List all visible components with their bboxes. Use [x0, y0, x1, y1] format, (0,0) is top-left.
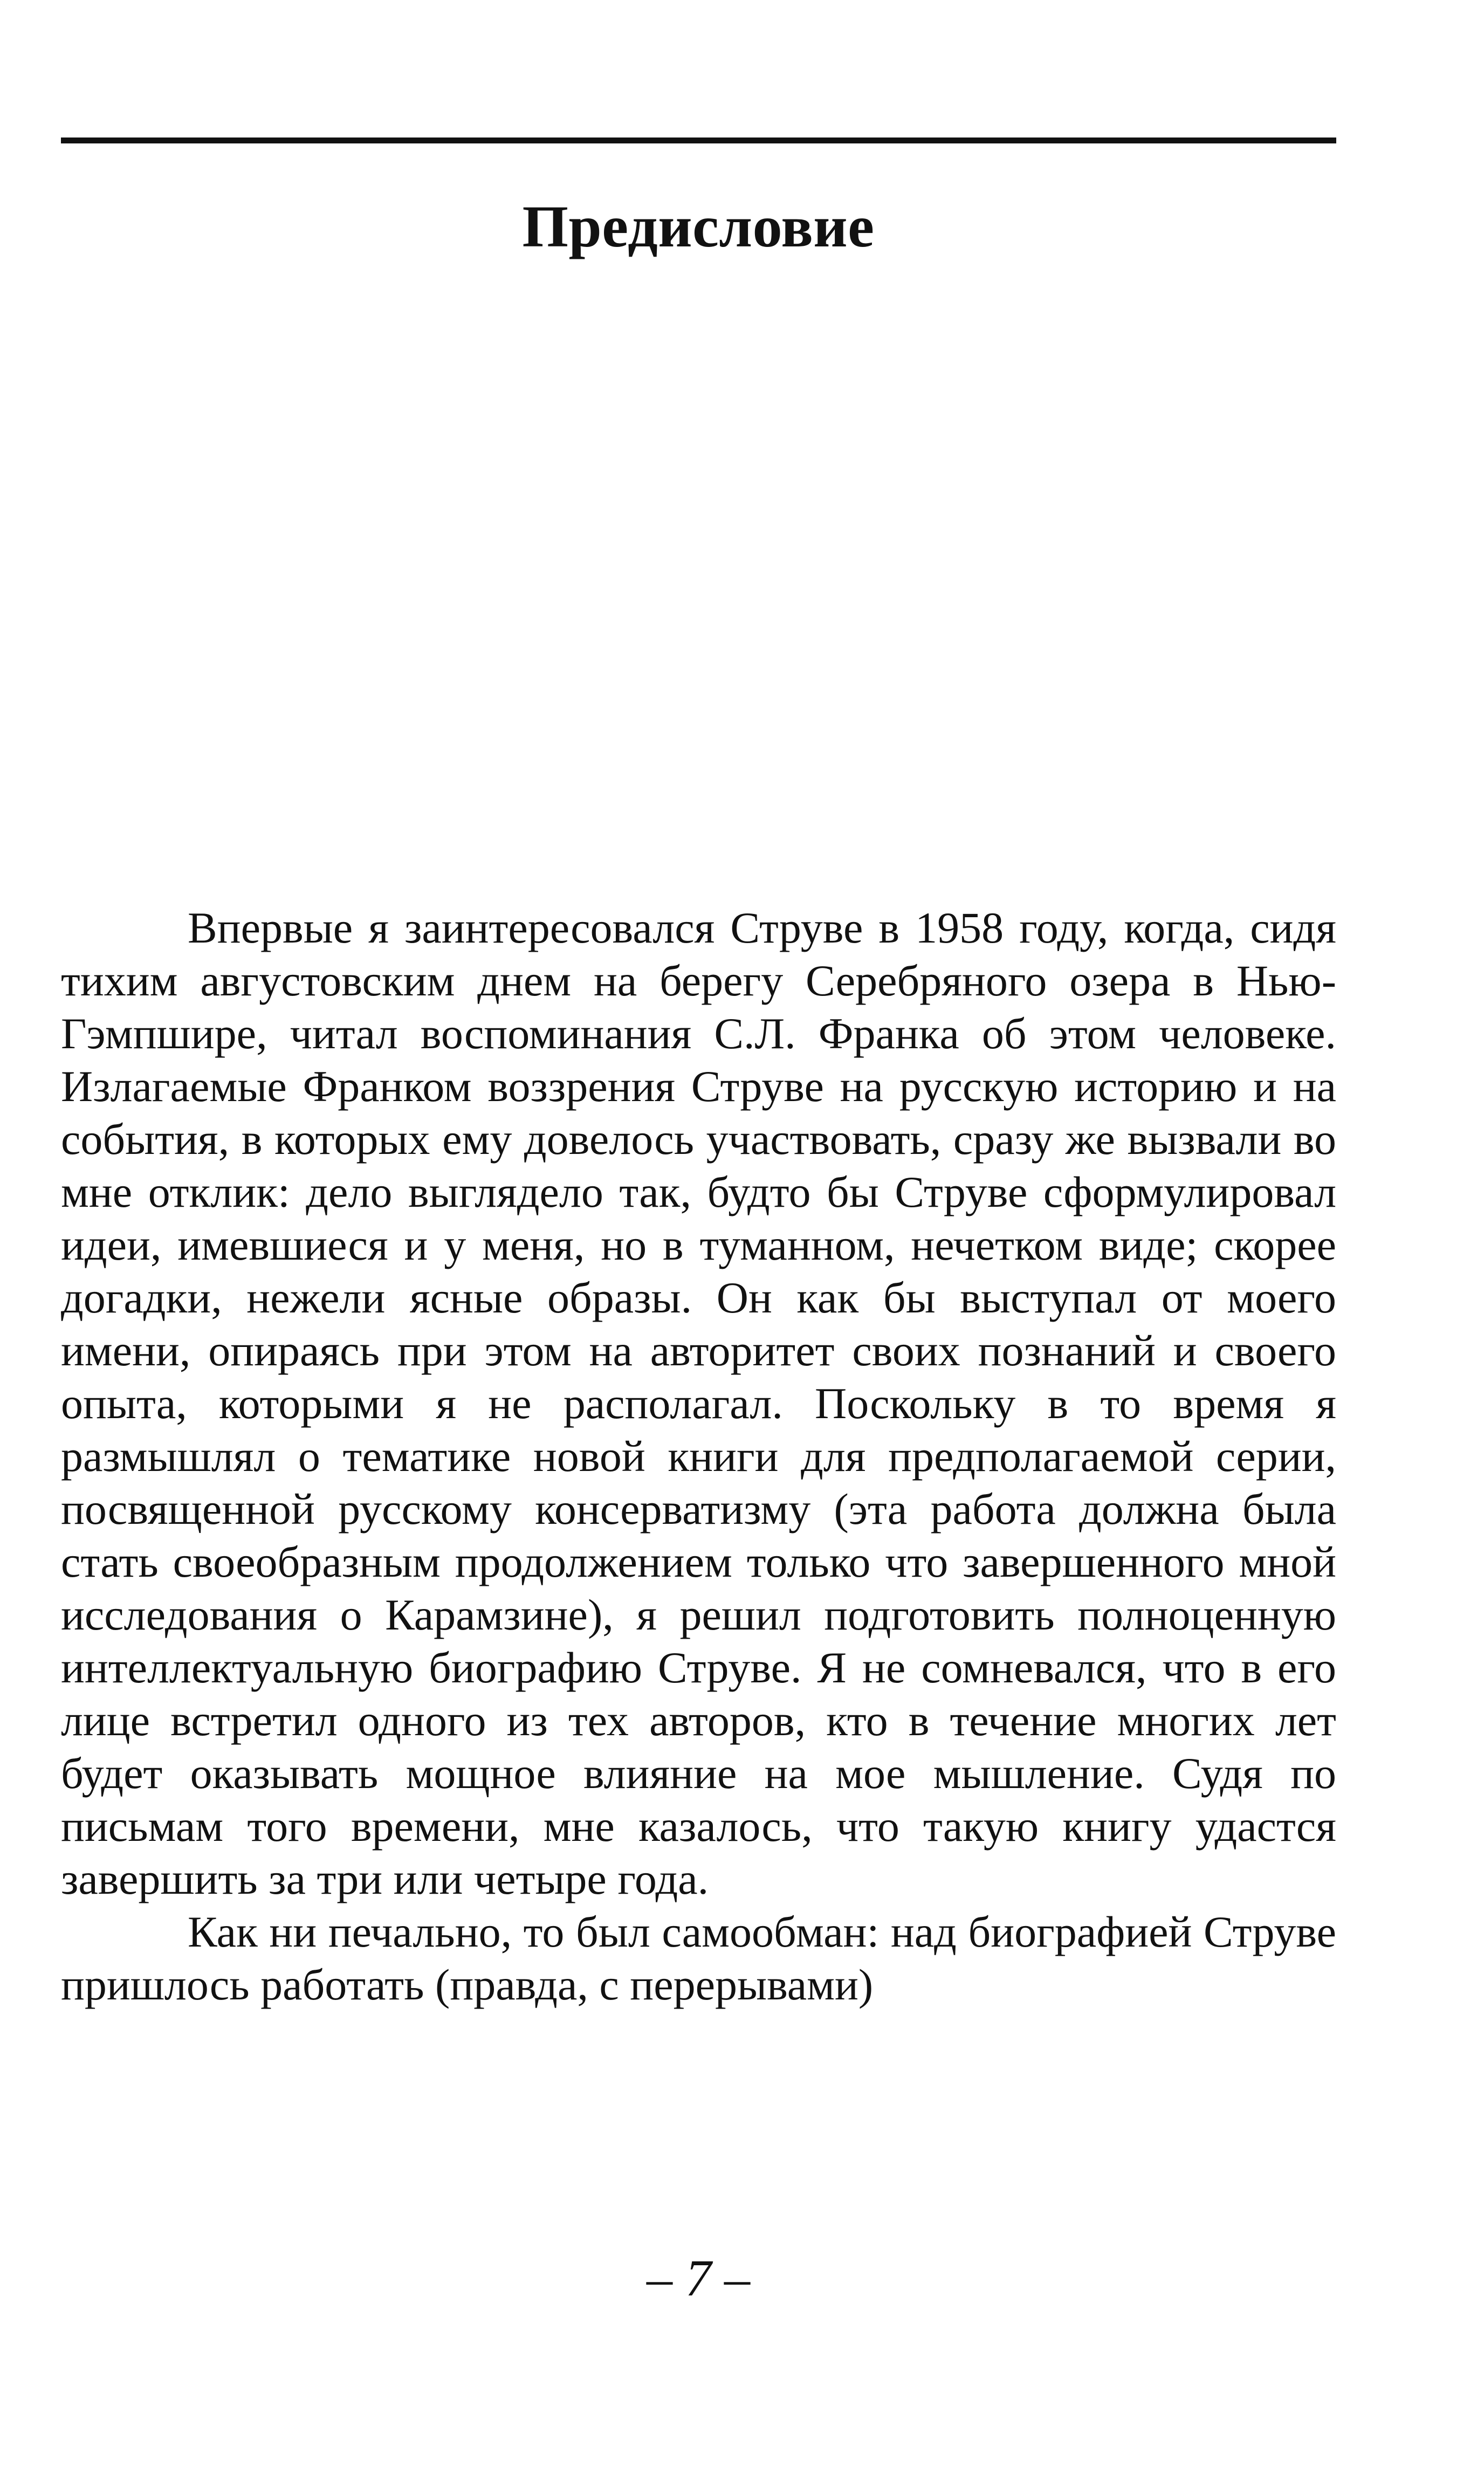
top-rule	[61, 138, 1336, 143]
chapter-title: Предисловие	[522, 194, 875, 259]
paragraph-2: Как ни печально, то был самообман: над биографией Струве пришлось работать (правда, с перерывами)	[61, 1907, 1336, 2009]
paragraph-1: Впервые я заинтересовался Струве в 1958 году, когда, сидя тихим августовским днем на берегу Серебряного озера в Нью-Гэмпшире, читал воспоминания С.Л. Франка об этом человеке. Излагаемые Франком воззрения Струве на русскую историю и на события, в которых ему довелось участвовать, сразу же вызвали во мне отклик: дело выглядело так, будто бы Струве сформулировал идеи, имевшиеся и у меня, но в туманном, нечетком виде; скорее догадки, нежели ясные образы. Он как бы выступал от моего имени, опираясь при этом на авторитет своих познаний и своего опыта, которыми я не располагал. Поскольку в то время я размышлял о тематике новой книги для предполагаемой серии, посвященной русскому консерватизму (эта работа должна была стать своеобразным продолжением только что завершенного мной исследования о Карамзине), я решил подготовить полноценную интеллектуальную биографию Струве. Я не сомневался, что в его лице встретил одного из тех авторов, кто в течение многих лет будет оказывать мощное влияние на мое мышление. Судя по письмам того времени, мне казалось, что такую книгу удастся завершить за три или четыре года.	[61, 903, 1336, 1903]
body-text	[61, 902, 1336, 2011]
page-number: – 7 –	[647, 2249, 750, 2307]
